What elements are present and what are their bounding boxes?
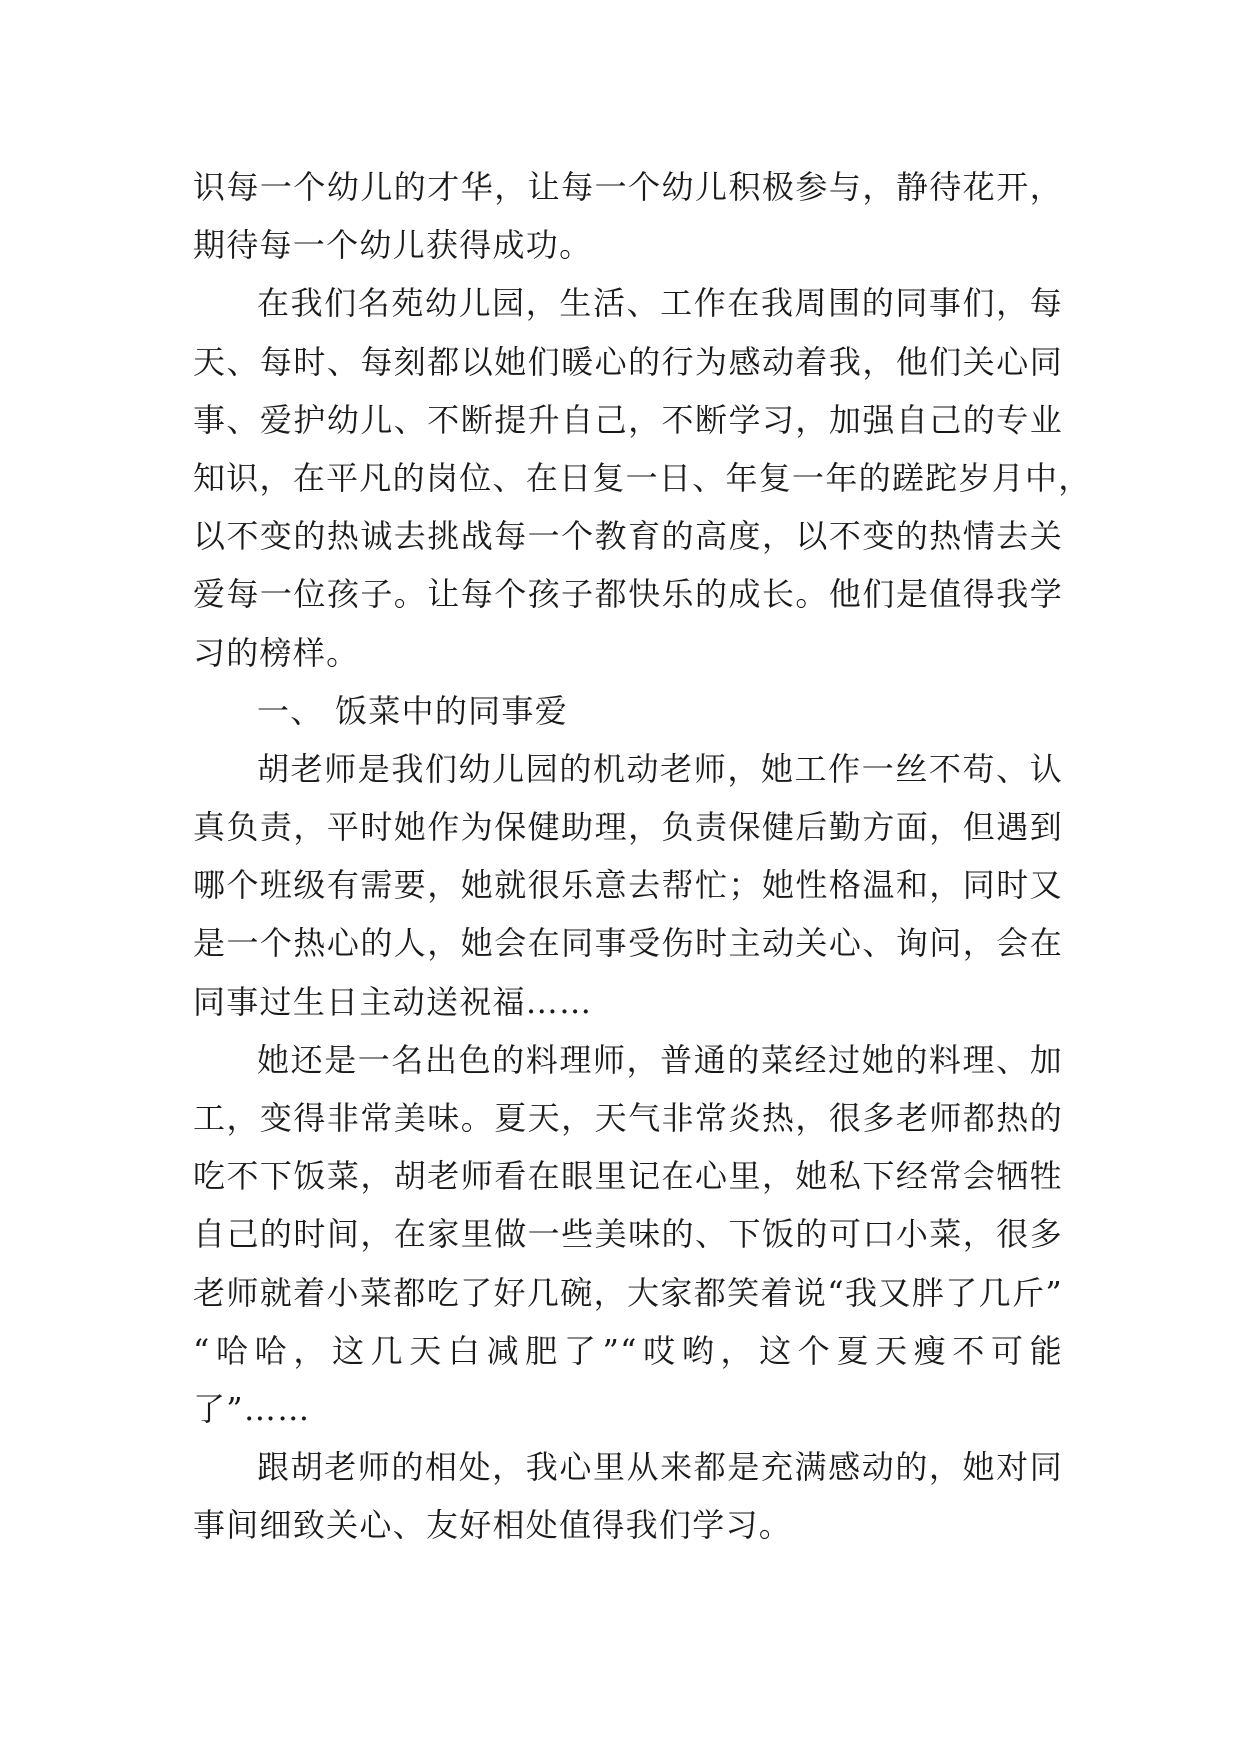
paragraph-start-line: 在我们名苑幼儿园，生活、工作在我周围的同事们，每 (257, 284, 1063, 323)
paragraph-start-line: 胡老师是我们幼儿园的机动老师，她工作一丝不苟、认 (257, 749, 1063, 788)
text-line: 老师就着小菜都吃了好几碗，大家都笑着说“我又胖了几斤” (193, 1273, 1063, 1312)
text-line: 习的榜样。 (193, 633, 360, 672)
text-line: 哪个班级有需要，她就很乐意去帮忙；她性格温和，同时又 (193, 866, 1063, 905)
paragraph-start-line: 她还是一名出色的料理师，普通的菜经过她的料理、加 (257, 1040, 1063, 1079)
text-line: “哈哈，这几天白减肥了”“哎哟，这个夏天瘦不可能 (193, 1331, 1063, 1370)
text-line: 吃不下饭菜，胡老师看在眼里记在心里，她私下经常会牺牲 (193, 1157, 1063, 1196)
text-line: 事间细致关心、友好相处值得我们学习。 (193, 1506, 793, 1545)
text-line: 知识，在平凡的岗位、在日复一日、年复一年的蹉跎岁月中， (193, 458, 1092, 497)
paragraph-start-line: 跟胡老师的相处，我心里从来都是充满感动的，她对同 (257, 1448, 1063, 1487)
document-body (193, 158, 1092, 1555)
text-line: 期待每一个幼儿获得成功。 (193, 226, 593, 265)
text-line: 了”…… (193, 1389, 311, 1428)
text-line: 自己的时间，在家里做一些美味的、下饭的可口小菜，很多 (193, 1215, 1063, 1254)
text-line: 爱每一位孩子。让每个孩子都快乐的成长。他们是值得我学 (193, 575, 1063, 614)
text-line: 真负责，平时她作为保健助理，负责保健后勤方面，但遇到 (193, 808, 1063, 847)
text-line: 工，变得非常美味。夏天，天气非常炎热，很多老师都热的 (193, 1099, 1063, 1137)
section-heading: 一、 饭菜中的同事爱 (257, 691, 568, 730)
text-line: 天、每时、每刻都以她们暖心的行为感动着我，他们关心同 (193, 342, 1063, 381)
text-line: 事、爱护幼儿、不断提升自己，不断学习，加强自己的专业 (193, 400, 1063, 439)
text-line: 同事过生日主动送祝福…… (193, 982, 593, 1021)
text-line: 识每一个幼儿的才华，让每一个幼儿积极参与，静待花开， (193, 168, 1063, 206)
text-line: 是一个热心的人，她会在同事受伤时主动关心、询问，会在 (193, 924, 1063, 963)
text-line: 以不变的热诚去挑战每一个教育的高度，以不变的热情去关 (193, 517, 1063, 556)
